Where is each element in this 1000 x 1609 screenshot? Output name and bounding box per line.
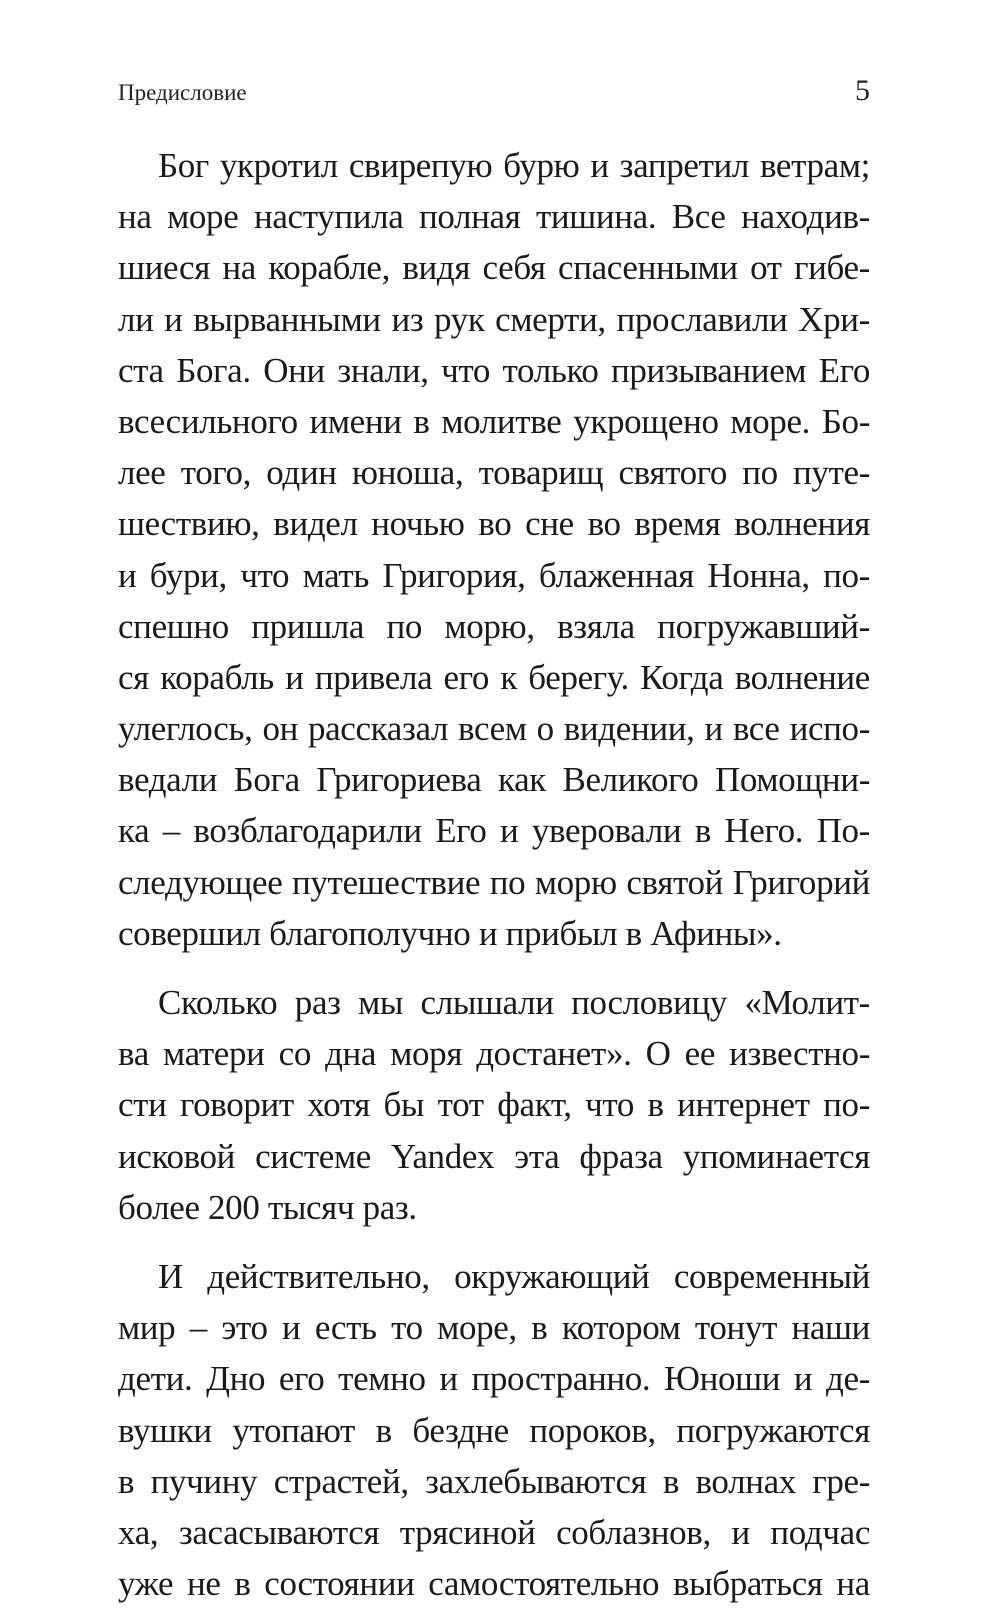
text-line: более 200 тысяч раз. xyxy=(118,1187,417,1227)
text-line: Сколько раз мы слышали пословицу «Молит- xyxy=(158,983,870,1022)
text-line: ва матери со дна моря достанет». О ее известно- xyxy=(118,1034,870,1074)
text-line: совершил благополучно и прибыл в Афины». xyxy=(118,913,782,953)
body-text xyxy=(118,140,870,1609)
text-line: мир – это и есть то море, в котором тонут наши xyxy=(118,1308,870,1348)
paragraph-2 xyxy=(118,977,870,1233)
text-line: и бури, что мать Григория, блаженная Нонна, по- xyxy=(118,555,870,595)
text-line: вушки утопают в бездне пороков, погружаются xyxy=(118,1410,870,1450)
paragraph-1 xyxy=(118,140,870,959)
text-line: сти говорит хотя бы тот факт, что в интернет по- xyxy=(118,1085,870,1125)
text-line: ся корабль и привела его к берегу. Когда волнение xyxy=(118,657,870,697)
text-line: исковой системе Yandex эта фраза упоминается xyxy=(118,1136,870,1176)
page-number: 5 xyxy=(855,74,870,107)
section-title: Предисловие xyxy=(118,80,247,105)
paragraph-3 xyxy=(118,1251,870,1609)
text-line: шиеся на корабле, видя себя спасенными от гибе- xyxy=(118,248,870,288)
text-line: Бог укротил свирепую бурю и запретил ветрам; xyxy=(158,146,870,185)
paragraph-gap xyxy=(118,959,870,977)
text-line: дети. Дно его темно и пространно. Юноши и де- xyxy=(118,1359,870,1399)
paragraph-gap xyxy=(118,1233,870,1251)
running-header xyxy=(118,74,870,114)
text-line: в пучину страстей, захлебываются в волнах гре- xyxy=(118,1461,870,1501)
text-line: ста Бога. Они знали, что только призыванием Его xyxy=(118,350,870,390)
text-line: уже не в состоянии самостоятельно выбраться на xyxy=(118,1564,870,1604)
text-line: ха, засасываются трясиной соблазнов, и подчас xyxy=(118,1512,870,1552)
text-line: шествию, видел ночью во сне во время волнения xyxy=(118,504,870,544)
text-line: улеглось, он рассказал всем о видении, и все испо- xyxy=(118,709,870,749)
text-line: лее того, один юноша, товарищ святого по путе- xyxy=(118,453,870,493)
text-line: ведали Бога Григориева как Великого Помощни- xyxy=(118,760,870,800)
text-line: всесильного имени в молитве укрощено море. Бо- xyxy=(118,401,870,441)
text-line: спешно пришла по морю, взяла погружавший- xyxy=(118,606,870,646)
text-line: на море наступила полная тишина. Все находив- xyxy=(118,197,870,237)
text-line: следующее путешествие по морю святой Григорий xyxy=(118,862,870,902)
text-line: ка – возблагодарили Его и уверовали в Него. По- xyxy=(118,811,870,851)
text-line: И действительно, окружающий современный xyxy=(158,1256,870,1296)
text-line: ли и вырванными из рук смерти, прославили Хри- xyxy=(118,299,870,339)
